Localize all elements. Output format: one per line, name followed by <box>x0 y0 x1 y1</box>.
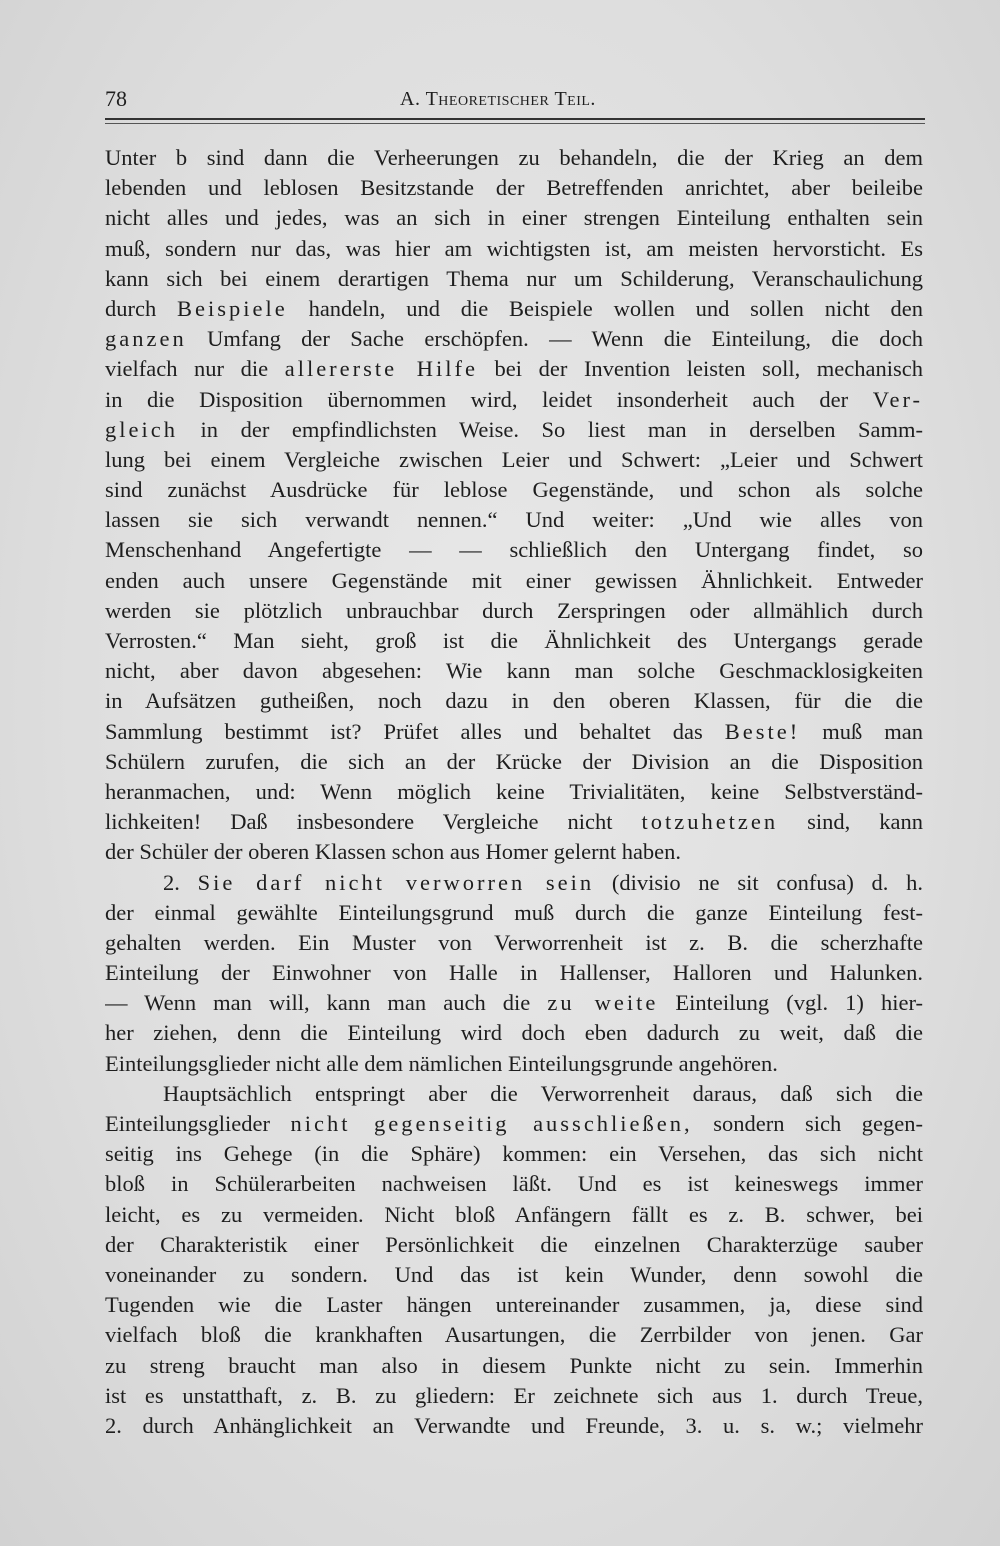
spaced-emphasis-text: Beispiele <box>177 295 288 321</box>
text-segment: lassen sie sich verwandt nennen.“ Und weiter: „Und wie alles von <box>105 507 923 533</box>
text-segment: muß, sondern nur das, was hier am wichtigsten ist, am meisten hervorsticht. Es <box>105 235 923 261</box>
text-line <box>105 1200 923 1230</box>
text-segment: Einteilung (vgl. 1) hier- <box>658 990 923 1016</box>
text-line <box>105 445 923 475</box>
text-segment: handeln, und die Beispiele wollen und sollen nicht den <box>287 295 923 321</box>
text-segment: (divisio ne sit confusa) d. h. <box>594 869 923 895</box>
text-segment: in Aufsätzen gutheißen, noch dazu in den oberen Klassen, für die die <box>105 688 923 714</box>
text-line <box>105 143 923 173</box>
text-segment: sind zunächst Ausdrücke für leblose Gegenstände, und schon als solche <box>105 477 923 503</box>
text-segment: 2. durch Anhänglichkeit an Verwandte und Freunde, 3. u. s. w.; vielmehr <box>105 1412 923 1438</box>
spaced-emphasis-text: gleich <box>105 416 178 442</box>
text-segment: der Schüler der oberen Klassen schon aus Homer gelernt haben. <box>105 839 682 865</box>
spaced-emphasis-text: Ver- <box>872 386 923 412</box>
text-line <box>105 1169 923 1199</box>
text-line <box>105 203 923 233</box>
text-segment: in der empfindlichsten Weise. So liest man in derselben Samm- <box>177 416 923 442</box>
text-segment: bei der Invention leisten soll, mechanisch <box>477 356 923 382</box>
text-line <box>105 354 923 384</box>
text-segment: — Wenn man will, kann man auch die <box>105 990 548 1016</box>
spaced-emphasis-text: Beste! <box>724 718 801 744</box>
text-segment: Umfang der Sache erschöpfen. — Wenn die Einteilung, die doch <box>186 326 923 352</box>
text-line <box>105 1411 923 1441</box>
text-line <box>105 777 923 807</box>
text-line <box>105 324 923 354</box>
text-segment: nicht alles und jedes, was an sich in einer strengen Einteilung enthalten sein <box>105 205 923 231</box>
text-segment: enden auch unsere Gegenstände mit einer gewissen Ähnlichkeit. Entweder <box>105 567 923 593</box>
text-line <box>105 1351 923 1381</box>
text-segment: muß man <box>800 718 923 744</box>
text-segment: lichkeiten! Daß insbesondere Vergleiche nicht <box>105 809 642 835</box>
spaced-emphasis-text: nicht gegenseitig ausschließen, <box>290 1111 693 1136</box>
text-line <box>105 385 923 415</box>
text-line <box>105 807 923 837</box>
text-segment: durch <box>105 295 178 321</box>
text-segment: Einteilung der Einwohner von Halle in Hallenser, Halloren und Halunken. <box>105 960 923 986</box>
text-segment: seitig ins Gehege (in die Sphäre) kommen: ein Versehen, das sich nicht <box>105 1141 923 1167</box>
body-text <box>105 143 923 1448</box>
text-segment: lung bei einem Vergleiche zwischen Leier und Schwert: „Leier und Schwert <box>105 446 923 472</box>
text-line <box>105 1320 923 1350</box>
text-segment: Tugenden wie die Laster hängen untereinander zusammen, ja, diese sind <box>105 1292 923 1318</box>
text-line <box>105 535 923 565</box>
text-segment: Schülern zurufen, die sich an der Krücke der Division an die Disposition <box>105 748 923 774</box>
running-head: A. Theoretischer Teil. <box>400 88 596 110</box>
text-line <box>105 837 923 867</box>
spaced-emphasis-text: Sie darf nicht verworren sein <box>197 869 595 895</box>
text-line <box>105 505 923 535</box>
text-line <box>105 747 923 777</box>
text-segment: kann sich bei einem derartigen Thema nur um Schilderung, Veranschaulichung <box>105 265 923 291</box>
text-line <box>105 1079 923 1109</box>
page-header <box>105 84 925 114</box>
text-segment: Einteilungsglieder <box>105 1111 291 1136</box>
text-segment: zu streng braucht man also in diesem Punkte nicht zu sein. Immerhin <box>105 1352 923 1378</box>
text-line <box>105 596 923 626</box>
text-segment: der einmal gewählte Einteilungsgrund muß durch die ganze Einteilung fest- <box>105 899 923 925</box>
text-segment: voneinander zu sondern. Und das ist kein Wunder, denn sowohl die <box>105 1261 923 1287</box>
text-line <box>105 898 923 928</box>
text-segment: vielfach bloß die krankhaften Ausartungen, die Zerrbilder von jenen. Gar <box>105 1322 923 1348</box>
text-line <box>105 294 923 324</box>
text-segment: heranmachen, und: Wenn möglich keine Trivialitäten, keine Selbstverständ- <box>105 778 923 804</box>
spaced-emphasis-text: zu weite <box>547 990 659 1016</box>
spaced-emphasis-text: ganzen <box>105 326 187 352</box>
spaced-emphasis-text: totzuhetzen <box>641 809 779 835</box>
header-rule-thick <box>105 118 925 120</box>
text-line <box>105 1230 923 1260</box>
text-line <box>105 626 923 656</box>
text-line <box>105 1018 923 1048</box>
text-segment: bloß in Schülerarbeiten nachweisen läßt. Und es ist keineswegs immer <box>105 1171 923 1197</box>
text-line <box>105 868 923 898</box>
text-segment: werden sie plötzlich unbrauchbar durch Zerspringen oder allmählich durch <box>105 597 923 623</box>
text-segment: leicht, es zu vermeiden. Nicht bloß Anfängern fällt es z. B. schwer, bei <box>105 1201 923 1227</box>
text-line <box>105 928 923 958</box>
text-line <box>105 415 923 445</box>
text-segment: der Charakteristik einer Persönlichkeit die einzelnen Charakterzüge sauber <box>105 1231 923 1257</box>
text-segment: Hauptsächlich entspringt aber die Verworrenheit daraus, daß sich die <box>163 1080 923 1106</box>
text-segment: vielfach nur die <box>105 356 285 382</box>
text-line <box>105 1290 923 1320</box>
text-line <box>105 566 923 596</box>
text-line <box>105 988 923 1018</box>
text-line <box>105 958 923 988</box>
text-line <box>105 173 923 203</box>
text-line <box>105 656 923 686</box>
header-rule-thin <box>105 123 925 124</box>
text-line <box>105 1139 923 1169</box>
text-line <box>105 1381 923 1411</box>
text-segment: Sammlung bestimmt ist? Prüfet alles und behaltet das <box>105 718 725 744</box>
text-segment: ist es unstatthaft, z. B. zu gliedern: Er zeichnete sich aus 1. durch Treue, <box>105 1382 923 1408</box>
text-line <box>105 234 923 264</box>
text-line <box>105 686 923 716</box>
text-segment: sind, kann <box>778 809 923 835</box>
text-line <box>105 717 923 747</box>
text-segment: Verrosten.“ Man sieht, groß ist die Ähnlichkeit des Untergangs gerade <box>105 628 923 653</box>
text-line <box>105 264 923 294</box>
text-segment: Unter b sind dann die Verheerungen zu behandeln, die der Krieg an dem <box>105 145 923 170</box>
text-line <box>105 1049 923 1079</box>
text-segment: gehalten werden. Ein Muster von Verworrenheit ist z. B. die scherzhafte <box>105 929 923 955</box>
text-line <box>105 1109 923 1139</box>
page-number: 78 <box>105 86 127 111</box>
text-segment: nicht, aber davon abgesehen: Wie kann man solche Geschmacklosigkeiten <box>105 658 923 684</box>
text-segment: Menschenhand Angefertigte — — schließlich den Untergang findet, so <box>105 537 923 563</box>
text-segment: 2. <box>163 869 198 895</box>
text-segment: her ziehen, denn die Einteilung wird doch eben dadurch zu weit, daß die <box>105 1020 923 1046</box>
text-segment: Einteilungsglieder nicht alle dem nämlichen Einteilungsgrunde angehören. <box>105 1050 778 1076</box>
text-line <box>105 1260 923 1290</box>
text-segment: sondern sich gegen- <box>692 1111 923 1136</box>
text-line <box>105 475 923 505</box>
text-segment: lebenden und leblosen Besitzstande der Betreffenden anrichtet, aber beileibe <box>105 175 923 201</box>
spaced-emphasis-text: allererste Hilfe <box>284 356 478 382</box>
text-segment: in die Disposition übernommen wird, leidet insonderheit auch der <box>105 386 873 412</box>
